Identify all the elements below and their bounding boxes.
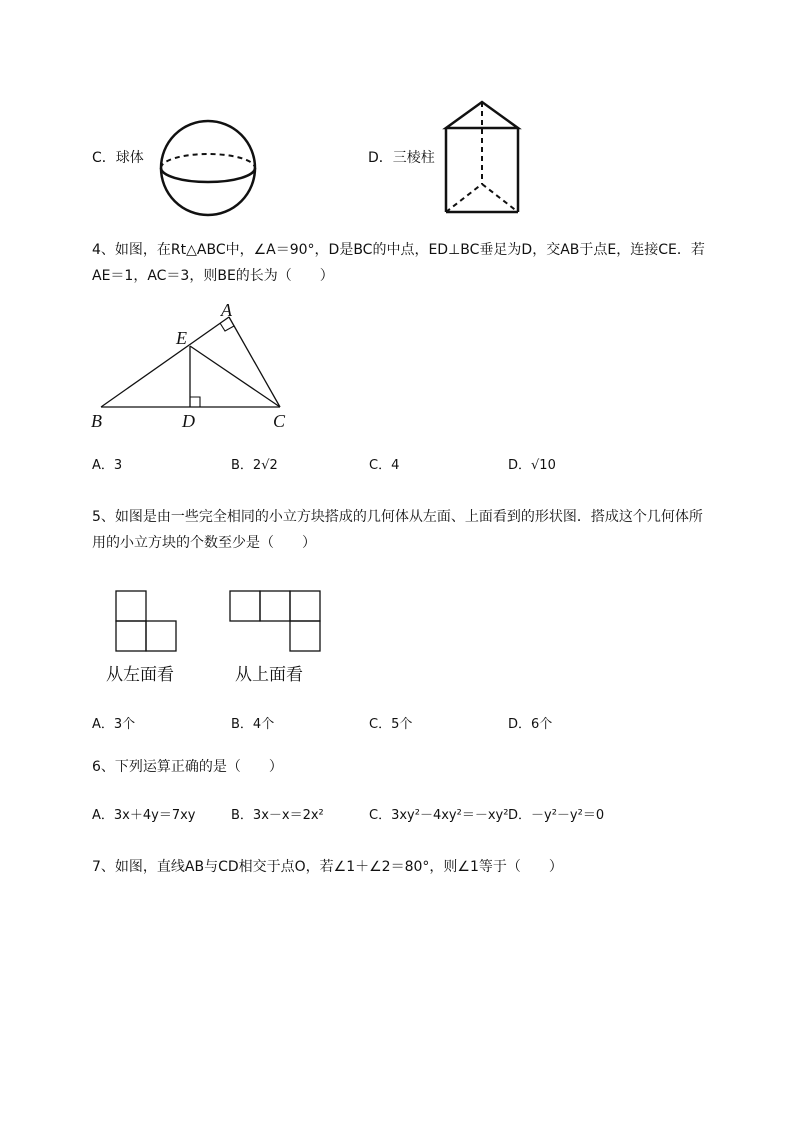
q4-option-c: C．4	[369, 458, 400, 473]
q5-stem-line1: 5、如图是由一些完全相同的小立方块搭成的几何体从左面、上面看到的形状图．搭成这个几何体所	[92, 509, 703, 525]
label-a: A	[221, 300, 232, 320]
q5-option-c: C．5个	[369, 717, 413, 732]
q5-stem-line2: 用的小立方块的个数至少是（ ）	[92, 535, 316, 551]
label-b: B	[91, 411, 102, 431]
q3-option-d: D．三棱柱	[368, 150, 435, 166]
label-c: C	[273, 411, 286, 431]
q4-option-b: B．2√2	[231, 458, 278, 473]
q5-option-b: B．4个	[231, 717, 275, 732]
sphere-figure	[158, 118, 260, 218]
q5-option-a: A．3个	[92, 717, 136, 732]
left-view-figure	[112, 588, 180, 656]
caption-left-view: 从左面看	[106, 665, 174, 685]
q6-option-c: C．3xy²－4xy²＝－xy²	[369, 808, 509, 823]
triangular-prism-figure	[440, 98, 524, 218]
q4-stem-line1: 4、如图，在Rt△ABC中，∠A＝90°，D是BC的中点，ED⊥BC垂足为D，交AB于点E，连接CE．若	[92, 242, 705, 258]
triangle-figure	[88, 300, 308, 435]
label-d: D	[182, 411, 195, 431]
q4-stem-line2: AE＝1，AC＝3，则BE的长为（ ）	[92, 268, 334, 284]
q5-option-d: D．6个	[508, 717, 553, 732]
q6-option-b: B．3x－x＝2x²	[231, 808, 324, 823]
label-e: E	[176, 328, 187, 348]
caption-top-view: 从上面看	[235, 665, 303, 685]
q4-option-a: A．3	[92, 458, 123, 473]
top-view-figure	[226, 588, 324, 656]
q7-stem: 7、如图，直线AB与CD相交于点O，若∠1＋∠2＝80°，则∠1等于（ ）	[92, 859, 563, 875]
q4-option-d: D．√10	[508, 458, 556, 473]
q6-stem: 6、下列运算正确的是（ ）	[92, 759, 283, 775]
q6-option-a: A．3x＋4y＝7xy	[92, 808, 196, 823]
q3-option-c: C．球体	[92, 150, 144, 166]
q6-option-d: D．－y²－y²＝0	[508, 808, 605, 823]
